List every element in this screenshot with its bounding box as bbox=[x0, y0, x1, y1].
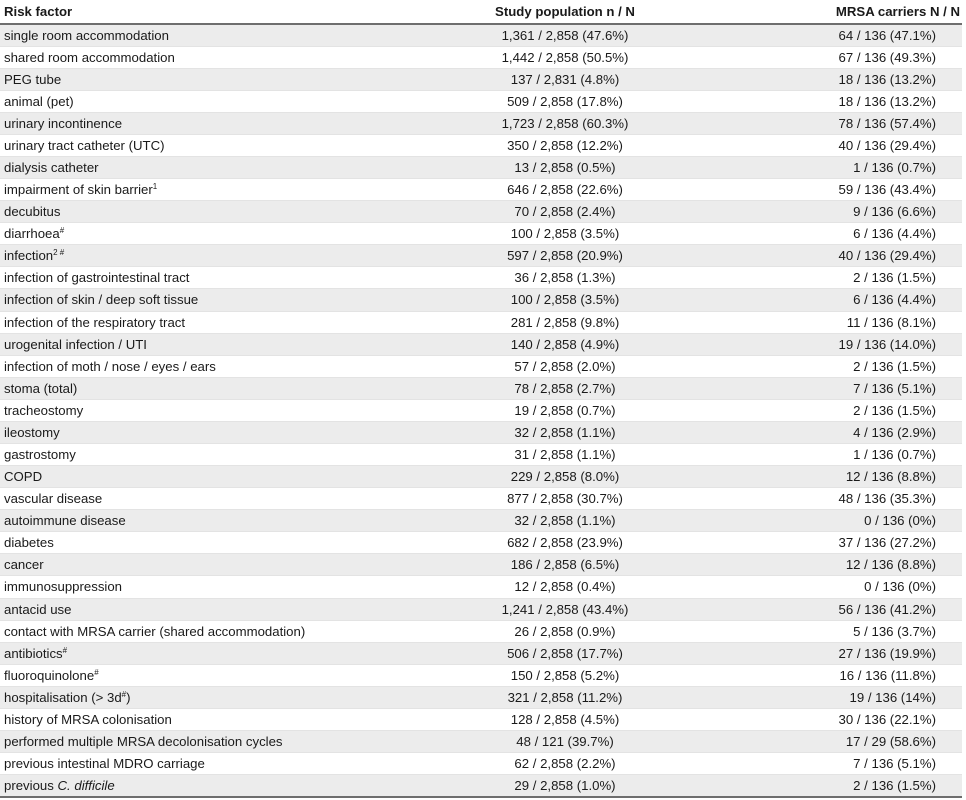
risk-factor-label: impairment of skin barrier bbox=[4, 182, 153, 198]
risk-factor-label: single room accommodation bbox=[4, 27, 169, 43]
risk-factor-cell bbox=[0, 488, 415, 510]
risk-factor-cell bbox=[0, 267, 415, 289]
footnote-marker: 2 # bbox=[53, 248, 65, 258]
table-row bbox=[0, 620, 962, 642]
risk-factor-label: infection bbox=[4, 248, 54, 264]
table-row bbox=[0, 311, 962, 333]
table-row bbox=[0, 156, 962, 178]
table-row bbox=[0, 642, 962, 664]
mrsa-carriers-cell: 6 / 136 (4.4%) bbox=[715, 223, 962, 245]
table-row bbox=[0, 245, 962, 267]
risk-factor-label: infection of moth / nose / eyes / ears bbox=[4, 358, 216, 374]
table-row bbox=[0, 664, 962, 686]
mrsa-carriers-cell: 64 / 136 (47.1%) bbox=[715, 24, 962, 46]
risk-factor-label: infection of gastrointestinal tract bbox=[4, 270, 190, 286]
mrsa-carriers-cell: 7 / 136 (5.1%) bbox=[715, 753, 962, 775]
risk-factor-label: infection of skin / deep soft tissue bbox=[4, 292, 199, 308]
footnote-marker: # bbox=[121, 689, 127, 699]
table-row bbox=[0, 731, 962, 753]
risk-factor-cell bbox=[0, 554, 415, 576]
mrsa-carriers-cell: 4 / 136 (2.9%) bbox=[715, 421, 962, 443]
table-row bbox=[0, 598, 962, 620]
risk-factor-cell bbox=[0, 775, 415, 797]
study-population-cell: 57 / 2,858 (2.0%) bbox=[415, 355, 715, 377]
risk-factor-label: history of MRSA colonisation bbox=[4, 711, 172, 727]
table-row bbox=[0, 24, 962, 46]
table-row bbox=[0, 355, 962, 377]
study-population-cell: 140 / 2,858 (4.9%) bbox=[415, 333, 715, 355]
mrsa-carriers-cell: 12 / 136 (8.8%) bbox=[715, 554, 962, 576]
table-row bbox=[0, 201, 962, 223]
risk-factor-label: gastrostomy bbox=[4, 447, 76, 463]
mrsa-carriers-cell: 2 / 136 (1.5%) bbox=[715, 267, 962, 289]
study-population-cell: 1,361 / 2,858 (47.6%) bbox=[415, 24, 715, 46]
mrsa-carriers-cell: 16 / 136 (11.8%) bbox=[715, 664, 962, 686]
mrsa-carriers-cell: 0 / 136 (0%) bbox=[715, 576, 962, 598]
table-row bbox=[0, 179, 962, 201]
risk-factor-cell bbox=[0, 90, 415, 112]
mrsa-carriers-cell: 40 / 136 (29.4%) bbox=[715, 134, 962, 156]
table-row bbox=[0, 576, 962, 598]
mrsa-carriers-cell: 5 / 136 (3.7%) bbox=[715, 620, 962, 642]
table-row bbox=[0, 46, 962, 68]
header-row bbox=[0, 0, 962, 24]
risk-factor-cell bbox=[0, 112, 415, 134]
table-row bbox=[0, 333, 962, 355]
risk-factor-cell bbox=[0, 598, 415, 620]
risk-factor-cell bbox=[0, 377, 415, 399]
study-population-cell: 646 / 2,858 (22.6%) bbox=[415, 179, 715, 201]
mrsa-carriers-cell: 2 / 136 (1.5%) bbox=[715, 399, 962, 421]
table-row bbox=[0, 686, 962, 708]
risk-factor-cell bbox=[0, 179, 415, 201]
risk-factor-label: immunosuppression bbox=[4, 579, 123, 595]
risk-factor-cell bbox=[0, 620, 415, 642]
mrsa-carriers-cell: 12 / 136 (8.8%) bbox=[715, 466, 962, 488]
mrsa-carriers-cell: 67 / 136 (49.3%) bbox=[715, 46, 962, 68]
risk-factor-label: antibiotics bbox=[4, 645, 63, 661]
risk-factor-cell bbox=[0, 201, 415, 223]
risk-factor-cell bbox=[0, 510, 415, 532]
mrsa-carriers-cell: 59 / 136 (43.4%) bbox=[715, 179, 962, 201]
risk-factor-label: previous intestinal MDRO carriage bbox=[4, 756, 205, 772]
study-population-cell: 19 / 2,858 (0.7%) bbox=[415, 399, 715, 421]
risk-factor-label: hospitalisation (> 3d bbox=[4, 689, 122, 705]
risk-factor-label: tracheostomy bbox=[4, 402, 84, 418]
table-row bbox=[0, 267, 962, 289]
risk-factor-cell bbox=[0, 576, 415, 598]
risk-factor-cell bbox=[0, 289, 415, 311]
mrsa-carriers-cell: 18 / 136 (13.2%) bbox=[715, 90, 962, 112]
table-row bbox=[0, 399, 962, 421]
mrsa-carriers-cell: 40 / 136 (29.4%) bbox=[715, 245, 962, 267]
risk-factor-cell bbox=[0, 466, 415, 488]
study-population-cell: 70 / 2,858 (2.4%) bbox=[415, 201, 715, 223]
study-population-cell: 186 / 2,858 (6.5%) bbox=[415, 554, 715, 576]
study-population-cell: 13 / 2,858 (0.5%) bbox=[415, 156, 715, 178]
risk-factor-cell bbox=[0, 68, 415, 90]
study-population-cell: 281 / 2,858 (9.8%) bbox=[415, 311, 715, 333]
mrsa-carriers-cell: 78 / 136 (57.4%) bbox=[715, 112, 962, 134]
study-population-cell: 36 / 2,858 (1.3%) bbox=[415, 267, 715, 289]
table-row bbox=[0, 708, 962, 730]
study-population-cell: 1,241 / 2,858 (43.4%) bbox=[415, 598, 715, 620]
mrsa-carriers-cell: 7 / 136 (5.1%) bbox=[715, 377, 962, 399]
study-population-cell: 350 / 2,858 (12.2%) bbox=[415, 134, 715, 156]
mrsa-carriers-cell: 0 / 136 (0%) bbox=[715, 510, 962, 532]
risk-factor-cell bbox=[0, 421, 415, 443]
risk-factor-cell bbox=[0, 46, 415, 68]
study-population-cell: 100 / 2,858 (3.5%) bbox=[415, 289, 715, 311]
footnote-marker: 1 bbox=[152, 182, 158, 192]
risk-factor-cell bbox=[0, 443, 415, 465]
footnote-marker: # bbox=[62, 645, 68, 655]
risk-factor-label: vascular disease bbox=[4, 491, 103, 507]
mrsa-carriers-cell: 18 / 136 (13.2%) bbox=[715, 68, 962, 90]
risk-factor-label: urinary tract catheter (UTC) bbox=[4, 137, 165, 153]
risk-factor-label: diabetes bbox=[4, 535, 54, 551]
risk-factor-label: dialysis catheter bbox=[4, 160, 99, 175]
study-population-cell: 229 / 2,858 (8.0%) bbox=[415, 466, 715, 488]
risk-factor-label: ileostomy bbox=[4, 424, 60, 440]
header-mrsa-carriers: MRSA carriers N / N bbox=[715, 0, 962, 24]
risk-factor-label: stoma (total) bbox=[4, 380, 78, 396]
mrsa-carriers-cell: 56 / 136 (41.2%) bbox=[715, 598, 962, 620]
study-population-cell: 26 / 2,858 (0.9%) bbox=[415, 620, 715, 642]
table-row bbox=[0, 112, 962, 134]
risk-factor-cell bbox=[0, 333, 415, 355]
study-population-cell: 100 / 2,858 (3.5%) bbox=[415, 223, 715, 245]
table-row bbox=[0, 753, 962, 775]
risk-factor-cell bbox=[0, 708, 415, 730]
risk-factor-label: antacid use bbox=[4, 601, 72, 617]
study-population-cell: 506 / 2,858 (17.7%) bbox=[415, 642, 715, 664]
table-row bbox=[0, 223, 962, 245]
risk-factor-label: fluoroquinolone bbox=[4, 667, 95, 683]
study-population-cell: 32 / 2,858 (1.1%) bbox=[415, 510, 715, 532]
table-row bbox=[0, 554, 962, 576]
study-population-cell: 62 / 2,858 (2.2%) bbox=[415, 753, 715, 775]
risk-factor-label: autoimmune disease bbox=[4, 513, 126, 529]
mrsa-carriers-cell: 19 / 136 (14.0%) bbox=[715, 333, 962, 355]
table-row bbox=[0, 775, 962, 797]
study-population-cell: 78 / 2,858 (2.7%) bbox=[415, 377, 715, 399]
mrsa-carriers-cell: 30 / 136 (22.1%) bbox=[715, 708, 962, 730]
footnote-marker: # bbox=[59, 226, 65, 236]
table-row bbox=[0, 289, 962, 311]
table-row bbox=[0, 377, 962, 399]
risk-factor-label: infection of the respiratory tract bbox=[4, 314, 186, 330]
table-row bbox=[0, 421, 962, 443]
risk-factor-cell bbox=[0, 731, 415, 753]
study-population-cell: 509 / 2,858 (17.8%) bbox=[415, 90, 715, 112]
table-header bbox=[0, 0, 962, 24]
risk-factor-cell bbox=[0, 753, 415, 775]
table-row bbox=[0, 443, 962, 465]
risk-factor-label: urinary incontinence bbox=[4, 115, 123, 131]
risk-factor-label: cancer bbox=[4, 557, 44, 573]
study-population-cell: 32 / 2,858 (1.1%) bbox=[415, 421, 715, 443]
risk-factor-label: diarrhoea bbox=[4, 226, 60, 242]
risk-factor-label: decubitus bbox=[4, 204, 61, 220]
study-population-cell: 597 / 2,858 (20.9%) bbox=[415, 245, 715, 267]
risk-factor-label: urogenital infection / UTI bbox=[4, 336, 147, 352]
mrsa-carriers-cell: 11 / 136 (8.1%) bbox=[715, 311, 962, 333]
study-population-cell: 128 / 2,858 (4.5%) bbox=[415, 708, 715, 730]
mrsa-carriers-cell: 17 / 29 (58.6%) bbox=[715, 731, 962, 753]
table-row bbox=[0, 532, 962, 554]
risk-factor-label: shared room accommodation bbox=[4, 49, 175, 65]
risk-factor-label: PEG tube bbox=[4, 71, 62, 87]
risk-factor-label: animal (pet) bbox=[4, 93, 74, 109]
study-population-cell: 137 / 2,831 (4.8%) bbox=[415, 68, 715, 90]
footnote-marker: # bbox=[94, 667, 99, 677]
table-row bbox=[0, 134, 962, 156]
risk-factor-cell bbox=[0, 245, 415, 267]
risk-factor-label: COPD bbox=[4, 469, 43, 485]
table-row bbox=[0, 510, 962, 532]
study-population-cell: 682 / 2,858 (23.9%) bbox=[415, 532, 715, 554]
study-population-cell: 12 / 2,858 (0.4%) bbox=[415, 576, 715, 598]
mrsa-carriers-cell: 37 / 136 (27.2%) bbox=[715, 532, 962, 554]
study-population-cell: 1,723 / 2,858 (60.3%) bbox=[415, 112, 715, 134]
risk-factor-label: performed multiple MRSA decolonisation cycles bbox=[4, 734, 283, 750]
mrsa-carriers-cell: 19 / 136 (14%) bbox=[715, 686, 962, 708]
study-population-cell: 321 / 2,858 (11.2%) bbox=[415, 686, 715, 708]
table-row bbox=[0, 466, 962, 488]
risk-factor-cell bbox=[0, 355, 415, 377]
risk-factor-suffix: ) bbox=[126, 689, 131, 705]
risk-factor-cell bbox=[0, 532, 415, 554]
mrsa-carriers-cell: 1 / 136 (0.7%) bbox=[715, 443, 962, 465]
study-population-cell: 877 / 2,858 (30.7%) bbox=[415, 488, 715, 510]
risk-factor-italic: C. difficile bbox=[57, 777, 115, 793]
study-population-cell: 48 / 121 (39.7%) bbox=[415, 731, 715, 753]
study-population-cell: 31 / 2,858 (1.1%) bbox=[415, 443, 715, 465]
mrsa-carriers-cell: 2 / 136 (1.5%) bbox=[715, 775, 962, 797]
risk-factor-cell bbox=[0, 664, 415, 686]
mrsa-carriers-cell: 6 / 136 (4.4%) bbox=[715, 289, 962, 311]
study-population-cell: 29 / 2,858 (1.0%) bbox=[415, 775, 715, 797]
mrsa-carriers-cell: 9 / 136 (6.6%) bbox=[715, 201, 962, 223]
risk-factor-cell bbox=[0, 223, 415, 245]
header-study-population: Study population n / N bbox=[415, 0, 715, 24]
mrsa-carriers-cell: 1 / 136 (0.7%) bbox=[715, 156, 962, 178]
risk-factor-cell bbox=[0, 24, 415, 46]
study-population-cell: 150 / 2,858 (5.2%) bbox=[415, 664, 715, 686]
risk-factor-label: contact with MRSA carrier (shared accommodation) bbox=[4, 623, 306, 639]
table-row bbox=[0, 90, 962, 112]
risk-factor-cell bbox=[0, 156, 415, 178]
risk-factor-cell bbox=[0, 134, 415, 156]
risk-factor-cell bbox=[0, 399, 415, 421]
table-body bbox=[0, 24, 962, 797]
table-row bbox=[0, 68, 962, 90]
study-population-cell: 1,442 / 2,858 (50.5%) bbox=[415, 46, 715, 68]
risk-factor-cell bbox=[0, 642, 415, 664]
mrsa-carriers-cell: 48 / 136 (35.3%) bbox=[715, 488, 962, 510]
risk-factor-cell bbox=[0, 311, 415, 333]
header-risk-factor: Risk factor bbox=[0, 0, 415, 24]
risk-factor-cell bbox=[0, 686, 415, 708]
mrsa-carriers-cell: 2 / 136 (1.5%) bbox=[715, 355, 962, 377]
risk-factor-label: previous bbox=[4, 777, 58, 793]
table-row bbox=[0, 488, 962, 510]
mrsa-carriers-cell: 27 / 136 (19.9%) bbox=[715, 642, 962, 664]
